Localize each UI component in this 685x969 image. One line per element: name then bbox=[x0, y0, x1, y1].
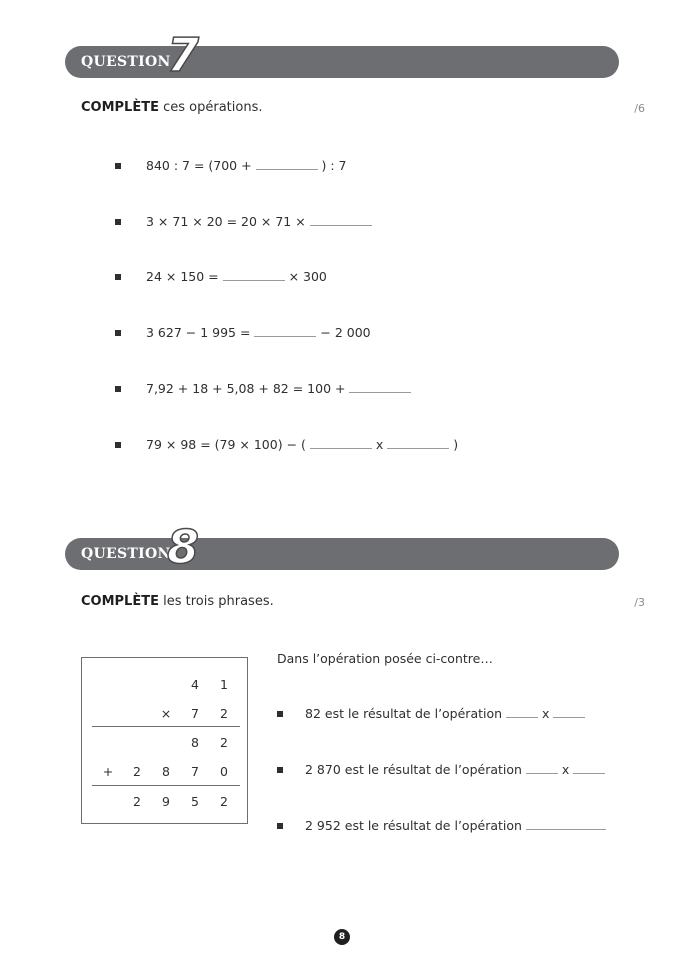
digit: 0 bbox=[220, 764, 228, 779]
sentence-text: x bbox=[557, 762, 574, 777]
question-number: 7 bbox=[167, 28, 200, 82]
digit: 2 bbox=[220, 735, 228, 750]
answer-blank[interactable] bbox=[553, 705, 585, 718]
question-7-score: /6 bbox=[634, 102, 645, 115]
operation-line bbox=[92, 726, 240, 727]
item-text: 79 × 98 = (79 × 100) − ( bbox=[146, 437, 310, 452]
answer-blank[interactable] bbox=[349, 380, 411, 393]
bullet-icon bbox=[115, 386, 121, 392]
answer-blank[interactable] bbox=[310, 213, 372, 226]
item-text: x bbox=[371, 437, 388, 452]
digit: 8 bbox=[191, 735, 199, 750]
question-label: QUESTION bbox=[81, 546, 171, 562]
digit: 4 bbox=[191, 677, 199, 692]
sentence-text: x bbox=[538, 706, 554, 721]
answer-blank[interactable] bbox=[387, 436, 449, 449]
item-text: 3 × 71 × 20 = 20 × 71 × bbox=[146, 214, 310, 229]
sentence-text: 82 est le résultat de l’opération bbox=[305, 706, 507, 721]
digit: 5 bbox=[191, 794, 199, 809]
question-number: 8 bbox=[167, 520, 200, 574]
q7-item-6 bbox=[115, 436, 458, 452]
digit: 7 bbox=[191, 706, 199, 721]
digit: 1 bbox=[220, 677, 228, 692]
digit: 2 bbox=[133, 794, 141, 809]
question-7-instruction bbox=[81, 100, 262, 115]
times-sign: × bbox=[160, 706, 172, 721]
question-label: QUESTION bbox=[81, 54, 171, 70]
instruction-bold: COMPLÈTE bbox=[81, 594, 159, 609]
digit: 9 bbox=[162, 794, 170, 809]
answer-blank[interactable] bbox=[526, 817, 606, 830]
bullet-icon bbox=[115, 274, 121, 280]
q7-item-4 bbox=[115, 324, 371, 340]
plus-sign: + bbox=[102, 764, 114, 779]
q7-item-1 bbox=[115, 157, 347, 173]
multiplication-operation bbox=[81, 657, 248, 824]
answer-blank[interactable] bbox=[573, 761, 605, 774]
digit: 2 bbox=[220, 706, 228, 721]
item-text: ) bbox=[449, 437, 459, 452]
q8-sentence-2 bbox=[277, 761, 605, 777]
question-7-banner bbox=[65, 28, 619, 82]
item-text: 3 627 − 1 995 = bbox=[146, 325, 255, 340]
answer-blank[interactable] bbox=[254, 324, 316, 337]
bullet-icon bbox=[115, 219, 121, 225]
answer-blank[interactable] bbox=[256, 157, 318, 170]
item-text: 7,92 + 18 + 5,08 + 82 = 100 + bbox=[146, 381, 350, 396]
q7-item-2 bbox=[115, 213, 372, 229]
bullet-icon bbox=[115, 442, 121, 448]
q7-item-5 bbox=[115, 380, 411, 396]
answer-blank[interactable] bbox=[506, 705, 538, 718]
bullet-icon bbox=[277, 823, 283, 829]
bullet-icon bbox=[115, 163, 121, 169]
page-number: 8 bbox=[334, 929, 350, 945]
item-text: ) : 7 bbox=[317, 158, 347, 173]
digit: 8 bbox=[162, 764, 170, 779]
instruction-text: ces opérations. bbox=[158, 100, 263, 115]
item-text: 840 : 7 = (700 + bbox=[146, 158, 256, 173]
item-text: 24 × 150 = bbox=[146, 269, 223, 284]
q8-sentence-1 bbox=[277, 705, 585, 721]
sentence-text: 2 952 est le résultat de l’opération bbox=[305, 818, 526, 833]
instruction-bold: COMPLÈTE bbox=[81, 100, 159, 115]
answer-blank[interactable] bbox=[310, 436, 372, 449]
item-text: − 2 000 bbox=[316, 325, 371, 340]
item-text: × 300 bbox=[284, 269, 327, 284]
operation-line bbox=[92, 785, 240, 786]
bullet-icon bbox=[277, 767, 283, 773]
bullet-icon bbox=[115, 330, 121, 336]
sentence-text: 2 870 est le résultat de l’opération bbox=[305, 762, 526, 777]
digit: 7 bbox=[191, 764, 199, 779]
bullet-icon bbox=[277, 711, 283, 717]
digit: 2 bbox=[220, 794, 228, 809]
question-8-instruction bbox=[81, 594, 274, 609]
q8-intro: Dans l’opération posée ci-contre… bbox=[277, 651, 493, 666]
q8-sentence-3 bbox=[277, 817, 606, 833]
answer-blank[interactable] bbox=[526, 761, 558, 774]
instruction-text: les trois phrases. bbox=[158, 594, 274, 609]
question-8-score: /3 bbox=[634, 596, 645, 609]
q7-item-3 bbox=[115, 268, 327, 284]
answer-blank[interactable] bbox=[223, 268, 285, 281]
question-8-banner bbox=[65, 520, 619, 574]
digit: 2 bbox=[133, 764, 141, 779]
